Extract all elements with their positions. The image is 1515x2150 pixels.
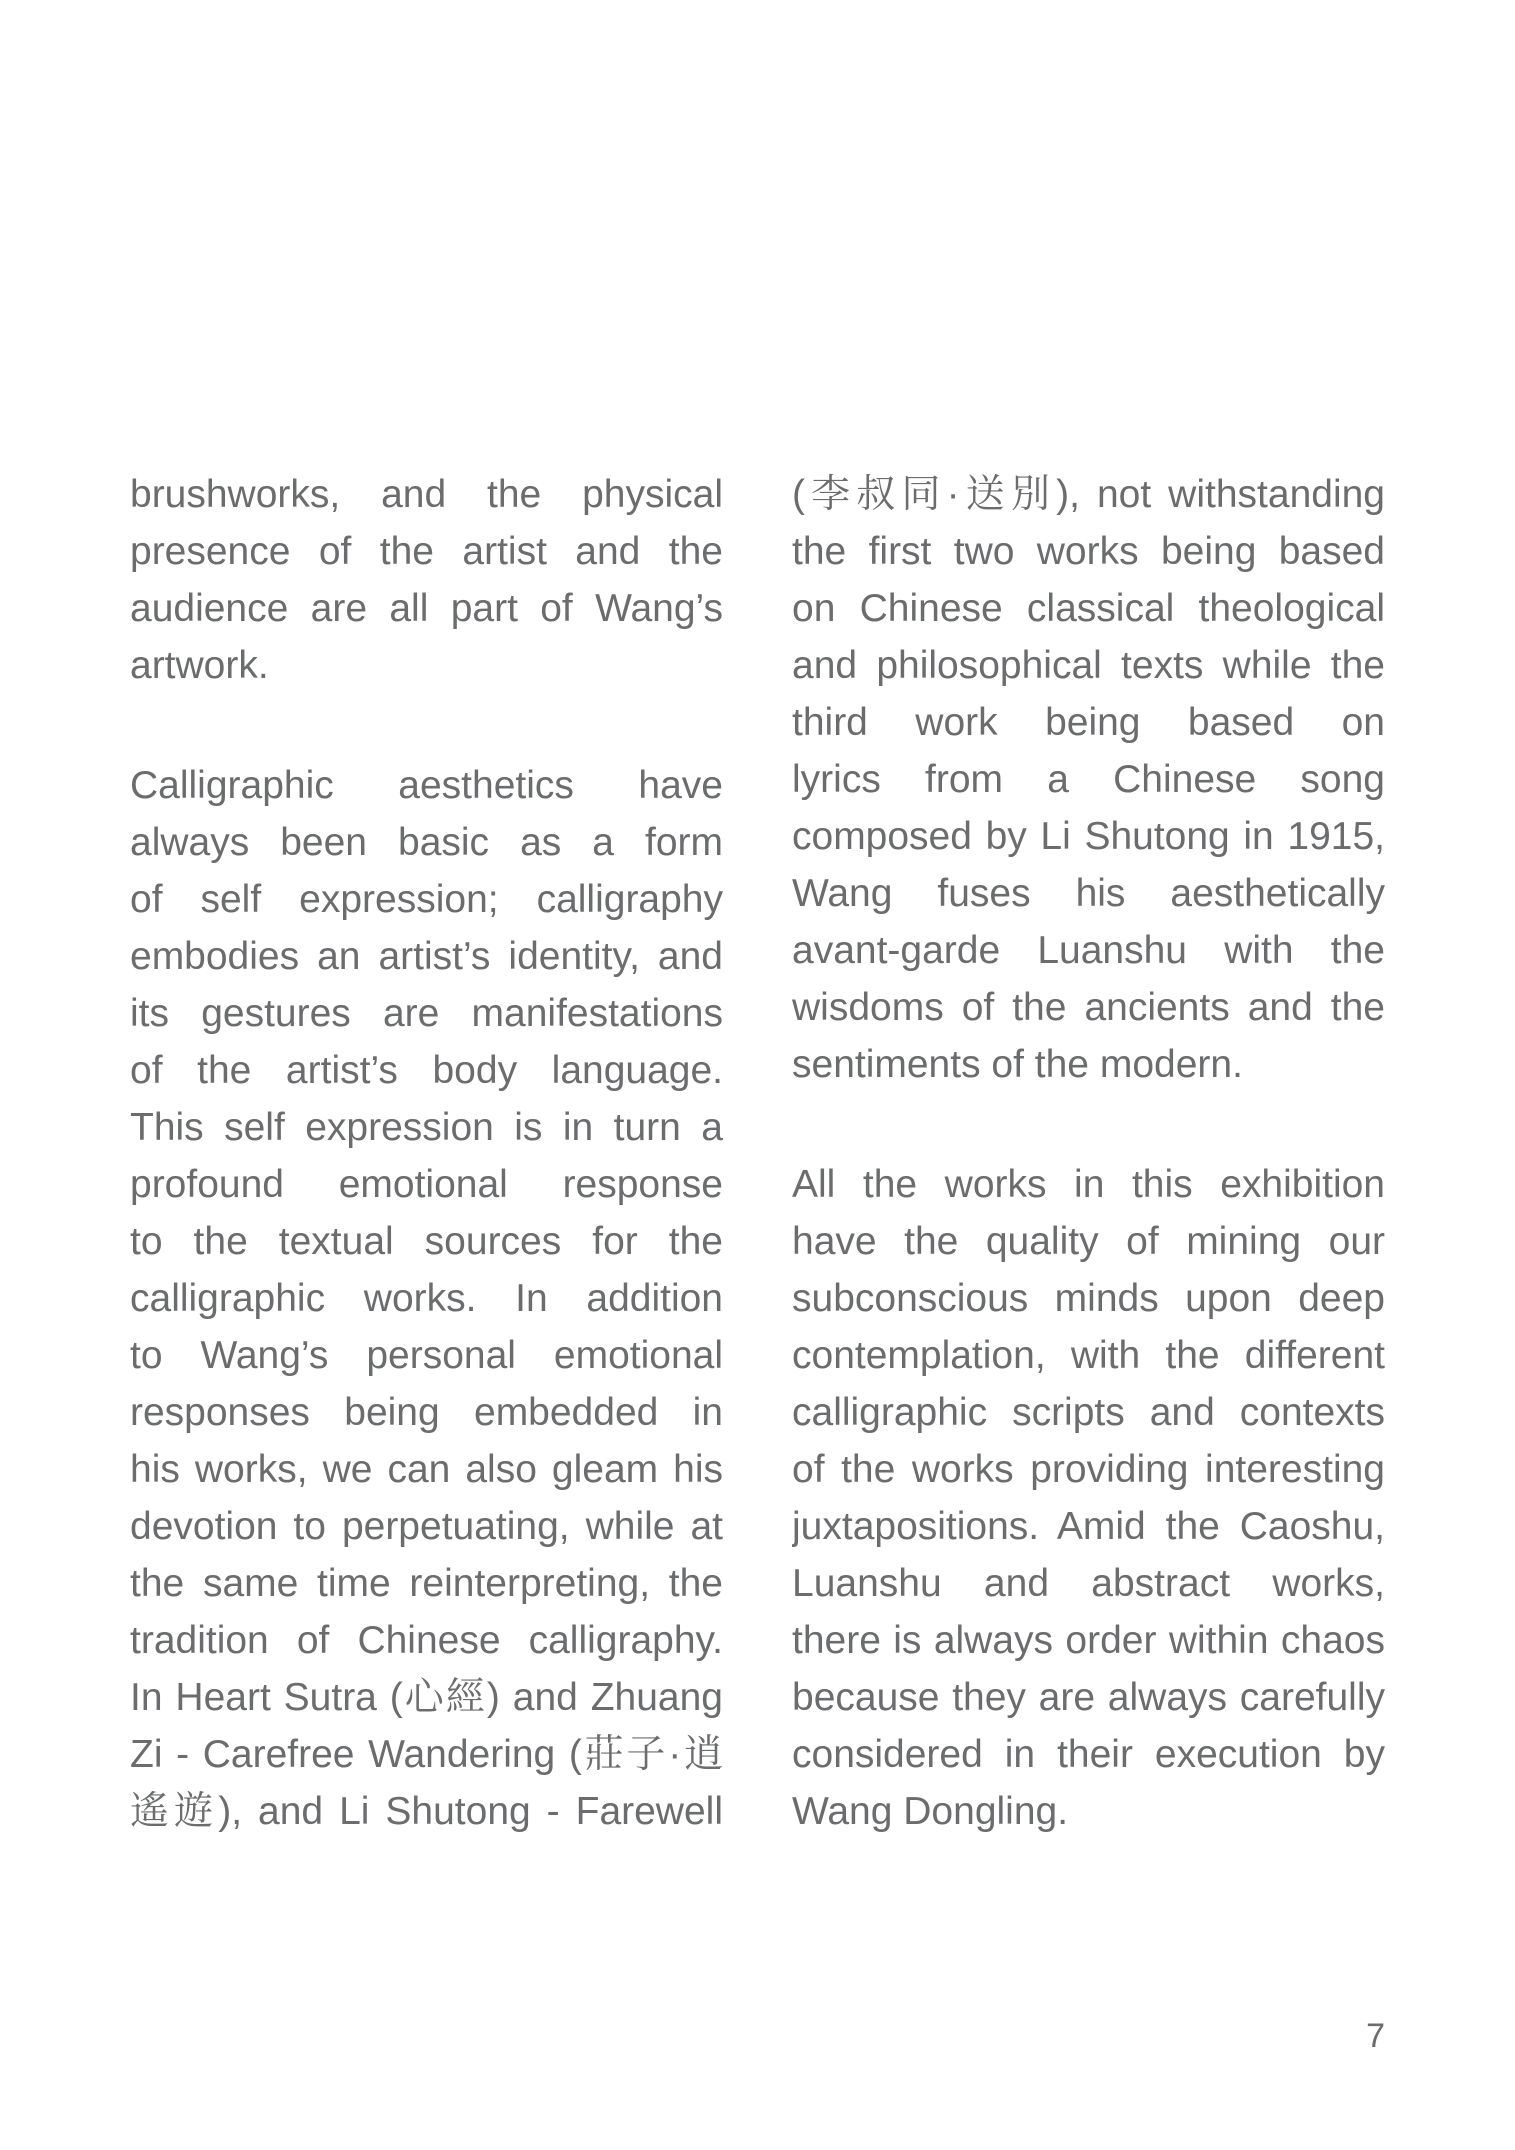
text-line: All the works in this exhibition — [792, 1163, 1385, 1206]
text-line: Luanshu and abstract works, — [792, 1562, 1385, 1605]
text-line: presence of the artist and the — [130, 530, 723, 573]
text-line: sentiments of the modern. — [792, 1043, 1243, 1086]
text-line: juxtapositions. Amid the Caoshu, — [792, 1505, 1385, 1548]
text-line: the first two works being based — [792, 530, 1385, 573]
text-column-left — [130, 466, 723, 1840]
text-line: his works, we can also gleam his — [130, 1448, 723, 1491]
text-line: Calligraphic aesthetics have — [130, 764, 723, 807]
text-line: wisdoms of the ancients and the — [792, 986, 1385, 1029]
text-line: calligraphic works. In addition — [130, 1277, 723, 1320]
text-line: In Heart Sutra (心經) and Zhuang — [130, 1676, 723, 1719]
text-line: its gestures are manifestations — [130, 992, 723, 1035]
text-line: brushworks, and the physical — [130, 473, 723, 516]
text-line: considered in their execution by — [792, 1733, 1385, 1776]
text-line: Zi - Carefree Wandering (莊子·逍 — [130, 1733, 723, 1776]
paragraph — [130, 757, 723, 1840]
paragraph — [792, 1156, 1385, 1840]
text-line: there is always order within chaos — [792, 1619, 1385, 1662]
text-line: to the textual sources for the — [130, 1220, 723, 1263]
text-line: of self expression; calligraphy — [130, 878, 723, 921]
text-column-right — [792, 466, 1385, 1840]
text-line: 遙遊), and Li Shutong - Farewell — [130, 1790, 723, 1833]
text-line: profound emotional response — [130, 1163, 723, 1206]
text-line: tradition of Chinese calligraphy. — [130, 1619, 723, 1662]
text-line: and philosophical texts while the — [792, 644, 1385, 687]
page-number: 7 — [1366, 2017, 1385, 2055]
text-line: to Wang’s personal emotional — [130, 1334, 723, 1377]
text-line: composed by Li Shutong in 1915, — [792, 815, 1385, 858]
text-line: of the works providing interesting — [792, 1448, 1385, 1491]
paragraph — [792, 466, 1385, 1093]
text-line: subconscious minds upon deep — [792, 1277, 1385, 1320]
text-line: contemplation, with the different — [792, 1334, 1385, 1377]
text-line: (李叔同·送別), not withstanding — [792, 473, 1385, 516]
text-line: of the artist’s body language. — [130, 1049, 723, 1092]
text-line: always been basic as a form — [130, 821, 723, 864]
text-line: embodies an artist’s identity, and — [130, 935, 723, 978]
text-line: Wang Dongling. — [792, 1790, 1069, 1833]
text-line: because they are always carefully — [792, 1676, 1385, 1719]
text-line: have the quality of mining our — [792, 1220, 1385, 1263]
text-line: avant-garde Luanshu with the — [792, 929, 1385, 972]
text-line: third work being based on — [792, 701, 1385, 744]
text-line: lyrics from a Chinese song — [792, 758, 1385, 801]
text-line: Wang fuses his aesthetically — [792, 872, 1385, 915]
text-line: devotion to perpetuating, while at — [130, 1505, 723, 1548]
text-line: This self expression is in turn a — [130, 1106, 723, 1149]
text-line: calligraphic scripts and contexts — [792, 1391, 1385, 1434]
text-line: artwork. — [130, 644, 269, 687]
text-line: responses being embedded in — [130, 1391, 723, 1434]
paragraph — [130, 466, 723, 694]
text-line: on Chinese classical theological — [792, 587, 1385, 630]
text-line: audience are all part of Wang’s — [130, 587, 723, 630]
text-line: the same time reinterpreting, the — [130, 1562, 723, 1605]
